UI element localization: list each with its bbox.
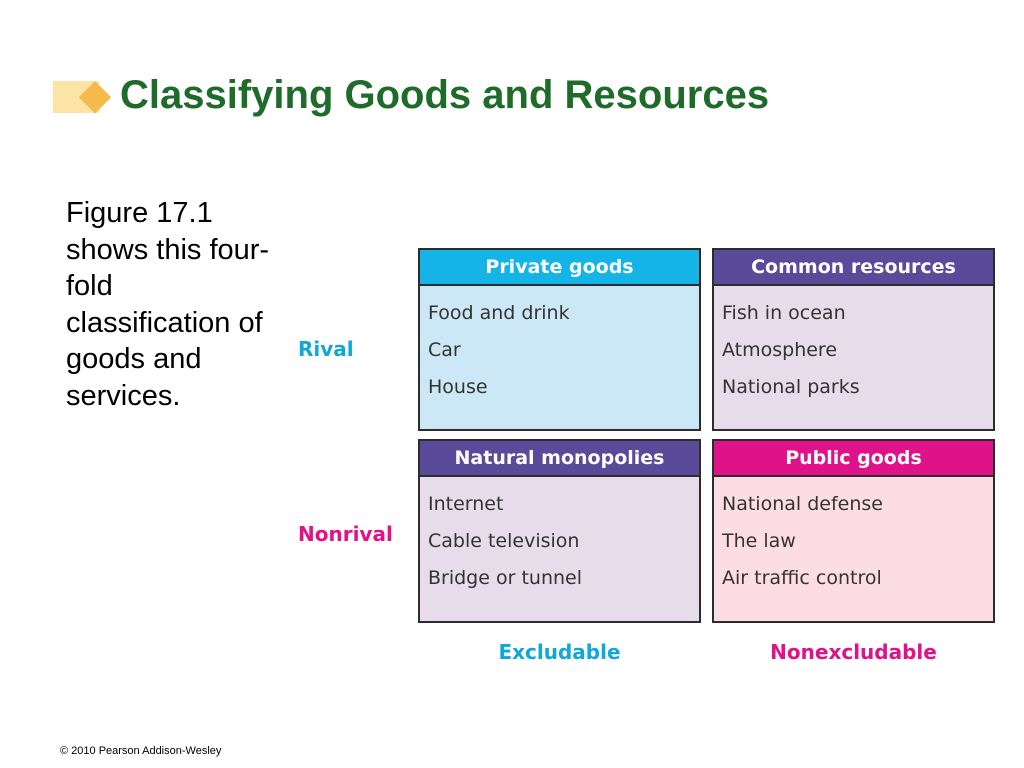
- list-item: Cable television: [428, 530, 580, 552]
- private-goods-box: [418, 248, 701, 431]
- row-label-nonrival: Nonrival: [298, 522, 393, 546]
- private-goods-list: [420, 286, 699, 413]
- lead-text: Figure 17.1 shows this four-fold classification of goods and services.: [66, 197, 270, 412]
- list-item: Car: [428, 339, 461, 361]
- slide-title: Classifying Goods and Resources: [120, 73, 770, 117]
- column-label-nonexcludable: Nonexcludable: [770, 640, 937, 664]
- row-label-rival: Rival: [298, 337, 354, 361]
- list-item: House: [428, 376, 488, 398]
- list-item: National parks: [722, 376, 860, 398]
- public-goods-header: Public goods: [714, 441, 993, 477]
- natural-monopolies-header: Natural monopolies: [420, 441, 699, 477]
- private-goods-header: Private goods: [420, 250, 699, 286]
- common-resources-list: [714, 286, 993, 413]
- natural-monopolies-list: [420, 477, 699, 604]
- list-item: Atmosphere: [722, 339, 838, 361]
- public-goods-list: [714, 477, 993, 604]
- list-item: Air traffic control: [722, 567, 882, 589]
- public-goods-box: [712, 439, 995, 623]
- column-label-excludable: Excludable: [498, 640, 621, 664]
- list-item: The law: [722, 530, 796, 552]
- natural-monopolies-box: [418, 439, 701, 623]
- list-item: National defense: [722, 493, 883, 515]
- list-item: Bridge or tunnel: [428, 567, 582, 589]
- common-resources-header: Common resources: [714, 250, 993, 286]
- common-resources-box: [712, 248, 995, 431]
- title-decoration-icon: [53, 79, 115, 115]
- list-item: Fish in ocean: [722, 302, 846, 324]
- list-item: Food and drink: [428, 302, 570, 324]
- copyright-footer: © 2010 Pearson Addison-Wesley: [60, 745, 222, 757]
- list-item: Internet: [428, 493, 504, 515]
